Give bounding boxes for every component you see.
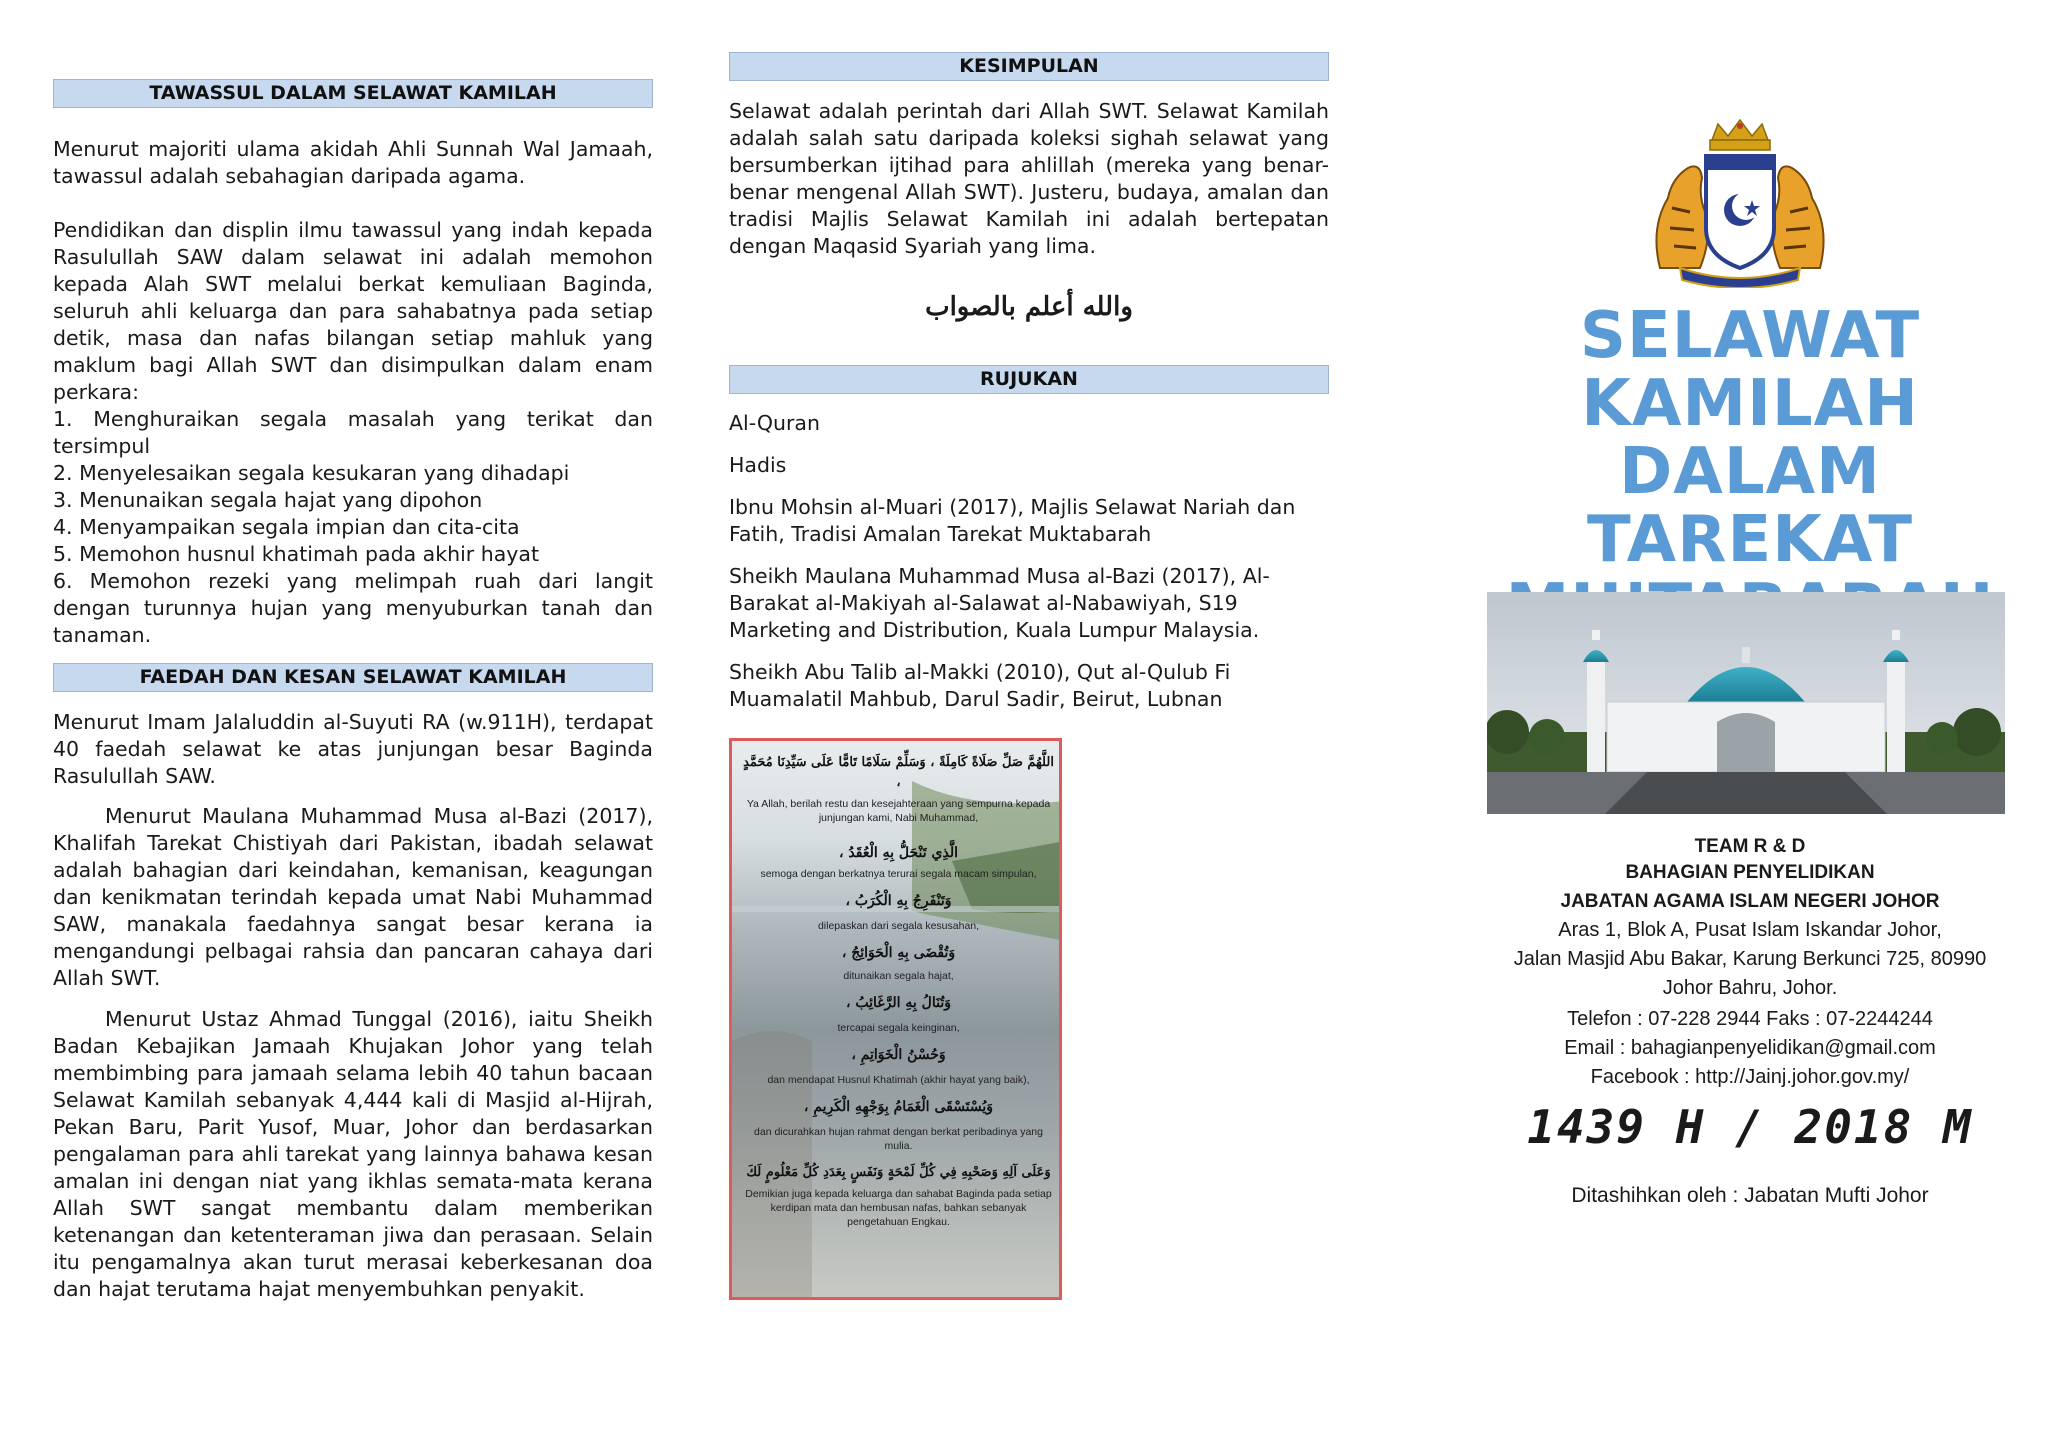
team-name: TEAM R & D [1694,836,1806,857]
mosque-photo [1487,592,2005,814]
page-title-line: KAMILAH [1581,367,1919,441]
list-item: 5. Memohon husnul khatimah pada akhir hayat [53,542,540,566]
translation-line: tercapai segala keinginan, [837,1022,960,1034]
arabic-line: وَتَنْفَرِجُ بِهِ الْكُرَبُ ، [845,893,952,909]
arabic-line: اللَّهُمَّ صَلِّ صَلَاةً كَامِلَةً ، وَسَلِّمْ سَلَامًا تَامًّا عَلَى سَيِّدِنَا مُحَمَّدٍ ، [743,755,1054,790]
johor-coat-of-arms-icon [1640,118,1840,288]
reference-item: Hadis [729,453,787,477]
facebook-link: Facebook : http://Jainj.johor.gov.my/ [1590,1066,1910,1088]
department-name: BAHAGIAN PENYELIDIKAN [1625,862,1875,883]
cover-title [1470,299,2030,642]
address-line: Johor Bahru, Johor. [1662,977,1838,999]
publication-year: 1439 H / 2018 M [1527,1100,1973,1154]
arabic-line: وَعَلَى آلِهِ وَصَحْبِهِ فِي كُلِّ لَمْحَةٍ وَنَفَسٍ بِعَدَدِ كُلِّ مَعْلُومٍ لَكَ [746,1165,1051,1180]
publisher-info [1470,835,2030,1092]
reference-list [729,410,1329,728]
email-address: Email : bahagianpenyelidikan@gmail.com [1564,1037,1936,1059]
reference-item: Ibnu Mohsin al-Muari (2017), Majlis Selawat Nariah dan Fatih, Tradisi Amalan Tarekat Muktabarah [729,495,1296,546]
tawassul-list [53,406,653,649]
selawat-text-block [740,753,1057,1229]
page-title-line: SELAWAT [1579,299,1921,373]
kesimpulan-heading: KESIMPULAN [729,52,1329,81]
translation-line: dilepaskan dari segala kesusahan, [817,920,980,932]
arabic-line: وَتُقْضَى بِهِ الْحَوَائِجُ ، [841,945,956,961]
selawat-kamilah-image [729,738,1062,1300]
faedah-heading: FAEDAH DAN KESAN SELAWAT KAMILAH [53,663,653,692]
kesimpulan-paragraph: Selawat adalah perintah dari Allah SWT. Selawat Kamilah adalah salah satu daripada koleksi sighah selawat yang bersumberkan ijtihad para ahlillah (mereka yang benar-benar mengenal Allah SWT). Justeru, budaya, amalan dan tradisi Majlis Selawat Kamilah ini adalah bertepatan dengan Maqasid Syariah yang lima. [729,99,1329,258]
organization-name: JABATAN AGAMA ISLAM NEGERI JOHOR [1560,891,1940,912]
faedah-paragraph-1: Menurut Imam Jalaluddin al-Suyuti RA (w.911H), terdapat 40 faedah selawat ke atas junjungan besar Baginda Rasulullah SAW. [53,710,653,788]
arabic-line: الَّذِي تَنْحَلُّ بِهِ الْعُقَدُ ، [839,845,958,861]
translation-line: dan mendapat Husnul Khatimah (akhir hayat yang baik), [767,1074,1030,1086]
verified-by: Ditashihkan oleh : Jabatan Mufti Johor [1571,1184,1929,1207]
translation-line: dan dicurahkan hujan rahmat dengan berkat peribadinya yang mulia. [754,1126,1043,1152]
address-line: Jalan Masjid Abu Bakar, Karung Berkunci 725, 80990 [1513,948,1987,970]
list-item: 3. Menunaikan segala hajat yang dipohon [53,488,483,512]
faedah-paragraph-2: Menurut Maulana Muhammad Musa al-Bazi (2017), Khalifah Tarekat Chistiyah dari Pakistan, ibadah selawat adalah bahagian dari keindahan, kemanisan, keagungan dan kenikmatan terindah kepada umat Nabi Muhammad SAW, manakala faedahnya sangat besar kerana ia mengandungi pelbagai rahsia dan pancaran cahaya dari Allah SWT. [53,804,653,990]
tawassul-heading: TAWASSUL DALAM SELAWAT KAMILAH [53,79,653,108]
tawassul-paragraph-1: Menurut majoriti ulama akidah Ahli Sunnah Wal Jamaah, tawassul adalah sebahagian daripada agama. [53,137,653,188]
phone-fax: Telefon : 07-228 2944 Faks : 07-2244244 [1567,1008,1933,1030]
arabic-line: وَيُسْتَسْقَى الْغَمَامُ بِوَجْهِهِ الْكَرِيمِ ، [803,1099,994,1115]
faedah-paragraph-3: Menurut Ustaz Ahmad Tunggal (2016), iaitu Sheikh Badan Kebajikan Jamaah Khujakan Johor yang telah membimbing para jamaah selama lebih 40 tahun bacaan Selawat Kamilah sebanyak 4,444 kali di Masjid al-Hijrah, Pekan Baru, Parit Yusof, Muar, Johor dan berdasarkan pengalaman para ahli tarekat yang lainnya bahawa kesan amalan ini dengan niat yang ikhlas semata-mata kerana Allah SWT sangat membantu dalam memberikan ketenangan dan ketenteraman jiwa dan perasaan. Selain itu pengamalnya akan turut merasai keberkesanan doa dan hajat terutama hajat menyembuhkan penyakit. [53,1007,653,1301]
reference-item: Al-Quran [729,411,820,435]
arabic-closing: والله أعلم بالصواب [925,292,1133,322]
list-item: 2. Menyelesaikan segala kesukaran yang dihadapi [53,461,570,485]
reference-item: Sheikh Abu Talib al-Makki (2010), Qut al-Qulub Fi Muamalatil Mahbub, Darul Sadir, Beirut, Lubnan [729,660,1231,711]
translation-line: ditunaikan segala hajat, [843,970,954,982]
translation-line: Ya Allah, berilah restu dan kesejahteraan yang sempurna kepada junjungan kami, Nabi Muhammad, [746,798,1051,824]
translation-line: Demikian juga kepada keluarga dan sahabat Baginda pada setiap kerdipan mata dan hembusan nafas, bahkan sebanyak pengetahuan Engkau. [745,1188,1052,1228]
reference-item: Sheikh Maulana Muhammad Musa al-Bazi (2017), Al-Barakat al-Makiyah al-Salawat al-Nabawiyah, S19 Marketing and Distribution, Kuala Lumpur Malaysia. [729,564,1270,642]
translation-line: semoga dengan berkatnya terurai segala macam simpulan, [760,868,1037,880]
arabic-line: وَحُسْنُ الْخَوَاتِمِ ، [851,1047,946,1063]
arabic-line: وَتُنَالُ بِهِ الرَّغَائِبُ ، [846,995,951,1011]
list-item: 6. Memohon rezeki yang melimpah ruah dari langit dengan turunnya hujan yang menyuburkan tanah dan tanaman. [53,569,653,647]
list-item: 1. Menghuraikan segala masalah yang terikat dan tersimpul [53,407,653,458]
tawassul-paragraph-2: Pendidikan dan displin ilmu tawassul yang indah kepada Rasulullah SAW dalam selawat ini adalah memohon kepada Alah SWT melalui berkat kemuliaan Baginda, seluruh ahli keluarga dan para sahabatnya pada setiap detik, masa dan nafas bilangan setiap mahluk yang maklum bagi Allah SWT dan disimpulkan dalam enam perkara: [53,218,653,404]
address-line: Aras 1, Blok A, Pusat Islam Iskandar Johor, [1558,919,1942,941]
page-title-line: DALAM TAREKAT [1586,435,1914,577]
rujukan-heading: RUJUKAN [729,365,1329,394]
list-item: 4. Menyampaikan segala impian dan cita-cita [53,515,520,539]
